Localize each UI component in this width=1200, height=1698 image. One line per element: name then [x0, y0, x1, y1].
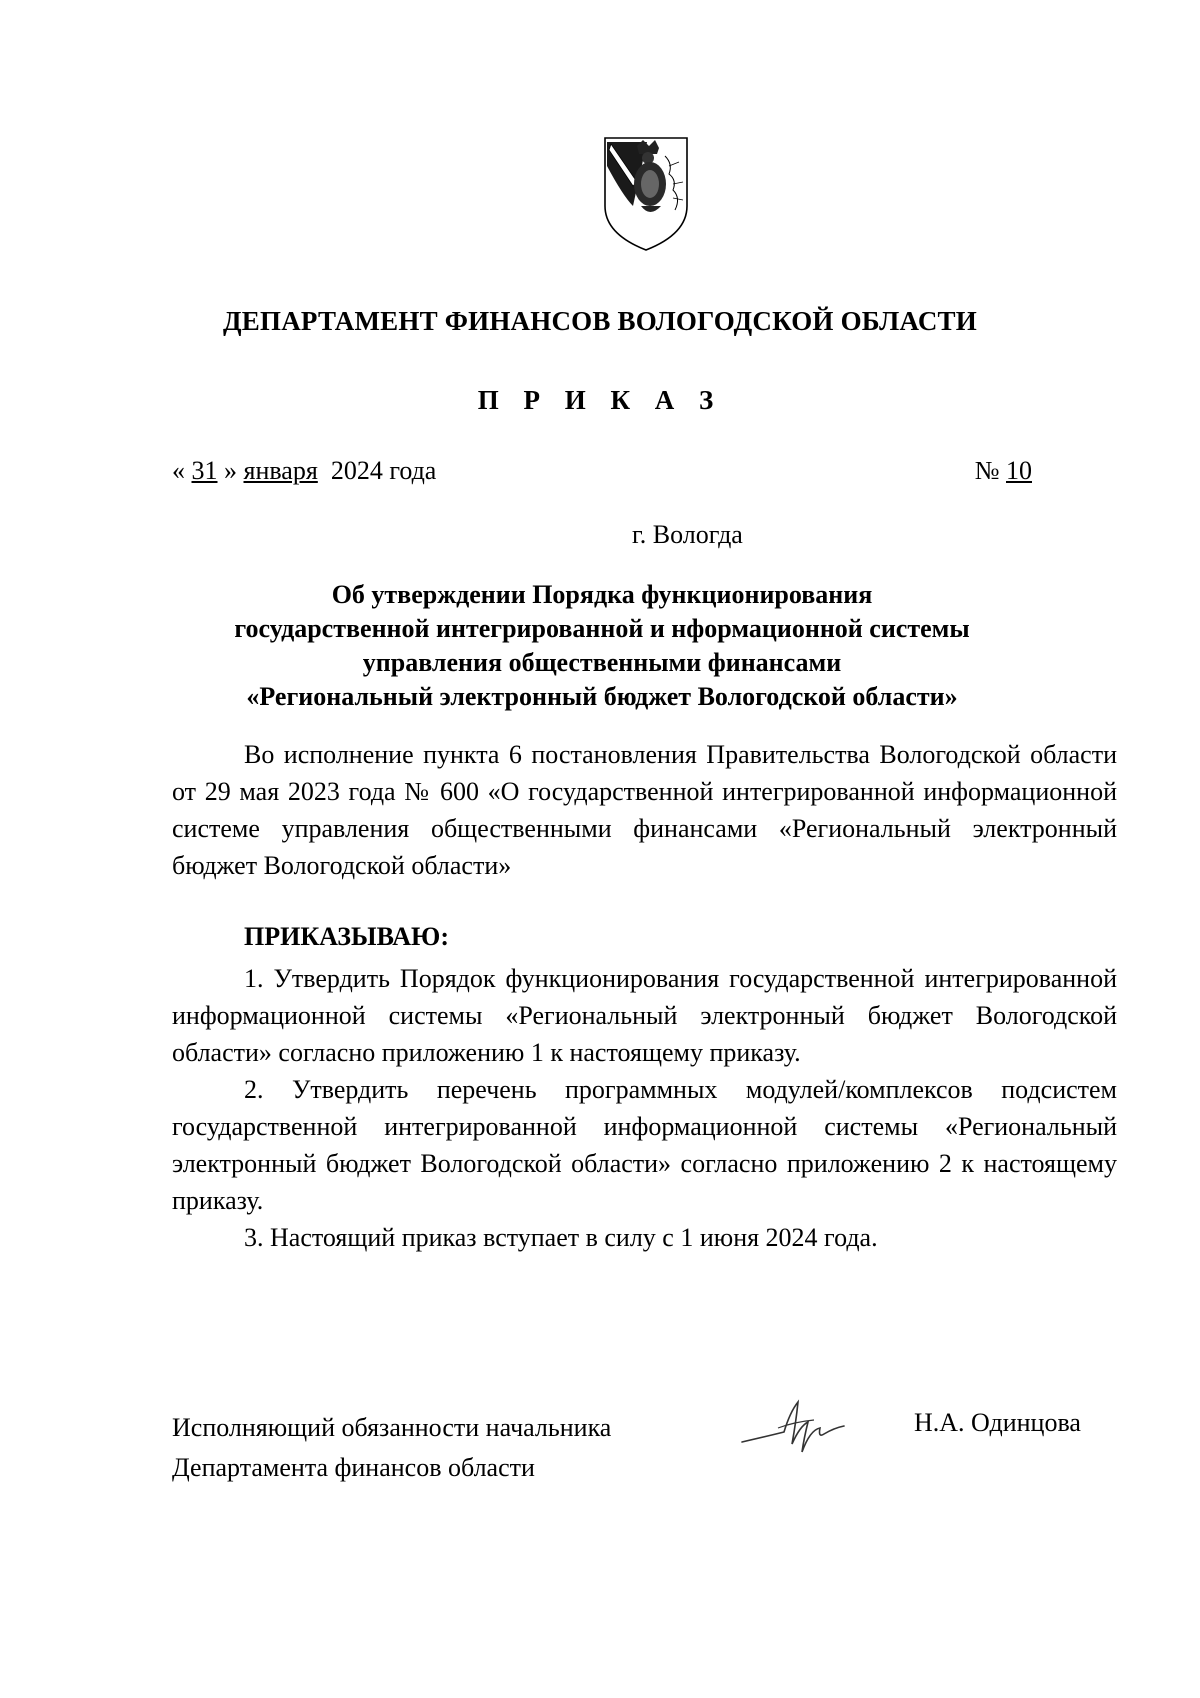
handwritten-signature-icon [738, 1392, 858, 1462]
order-items [172, 960, 1117, 1256]
subject-line: государственной интегрированной и нформационной системы [234, 614, 970, 643]
subject-line: «Региональный электронный бюджет Вологодской области» [246, 682, 958, 711]
coat-of-arms-icon [603, 136, 689, 252]
order-date [172, 456, 436, 486]
signatory-position [172, 1408, 611, 1488]
signatory-name: Н.А. Одинцова [914, 1408, 1081, 1437]
position-line: Исполняющий обязанности начальника [172, 1413, 612, 1442]
order-subject [172, 578, 1032, 714]
preamble-paragraph: Во исполнение пункта 6 постановления Правительства Вологодской области от 29 мая 2023 года № 600 «О государственной интегрированной информационной системе управления общественными финансами «Региональный электронный бюджет Вологодской области» [172, 740, 1117, 880]
subject-line: управления общественными финансами [362, 648, 842, 677]
decree-word: ПРИКАЗЫВАЮ: [244, 922, 449, 951]
order-item: 2. Утвердить перечень программных модулей/комплексов подсистем государственной интегрированной информационной системы «Региональный электронный бюджет Вологодской области» согласно приложению 2 к настоящему приказу. [172, 1075, 1117, 1215]
date-day: 31 [191, 456, 218, 485]
city: г. Вологда [632, 520, 743, 549]
position-line: Департамента финансов области [172, 1453, 535, 1482]
order-number [975, 456, 1032, 486]
date-close-quote: » [224, 456, 237, 485]
number-prefix: № [974, 456, 1000, 485]
date-year: 2024 года [330, 456, 437, 485]
subject-line: Об утверждении Порядка функционирования [331, 580, 873, 609]
order-item: 3. Настоящий приказ вступает в силу с 1 июня 2024 года. [244, 1223, 878, 1252]
date-month: января [243, 456, 318, 485]
number-value: 10 [1006, 456, 1032, 485]
document-type-title: П Р И К А З [477, 385, 723, 415]
date-open-quote: « [172, 456, 185, 485]
department-name: ДЕПАРТАМЕНТ ФИНАНСОВ ВОЛОГОДСКОЙ ОБЛАСТИ [223, 306, 977, 336]
order-item: 1. Утвердить Порядок функционирования государственной интегрированной информационной системы «Региональный электронный бюджет Вологодской области» согласно приложению 1 к настоящему приказу. [172, 964, 1117, 1067]
